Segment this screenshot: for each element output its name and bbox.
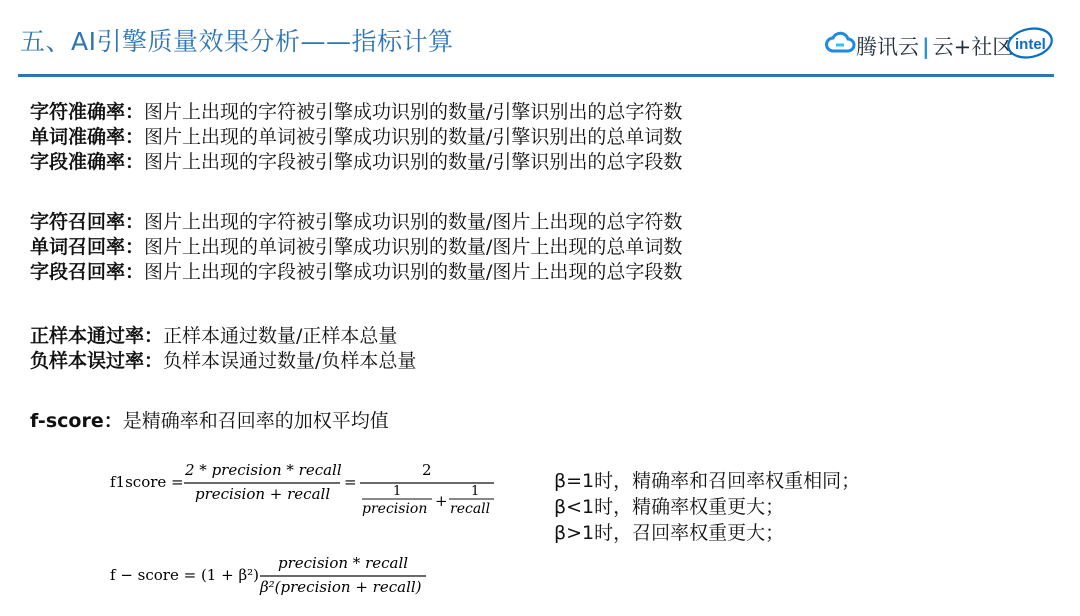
definition-term: 正样本通过率： — [30, 325, 164, 347]
beta-notes — [554, 468, 860, 546]
definition-term: 字符召回率： — [30, 211, 145, 233]
definition-text: 正样本通过数量/正样本总量 — [163, 325, 398, 347]
note-line: β<1时，精确率权重更大； — [554, 496, 785, 518]
tencent-cloud-logo — [856, 31, 1013, 61]
formula-f1-denominator: precision + recall — [195, 485, 331, 503]
definition-text: 图片上出现的单词被引擎成功识别的数量/图片上出现的总单词数 — [144, 236, 683, 258]
header-rule — [18, 74, 1054, 77]
definition-text: 是精确率和召回率的加权平均值 — [122, 410, 389, 432]
precision-definitions — [30, 100, 682, 175]
fscore-definition — [30, 409, 389, 434]
logo-community-text: 云+社区 — [932, 35, 1014, 59]
logo-separator: | — [922, 35, 930, 59]
logo-tencent-text: 腾讯云 — [856, 35, 919, 59]
definition-line — [30, 150, 682, 175]
definition-term: 单词准确率： — [30, 126, 145, 148]
formula-equals: = — [344, 473, 357, 491]
fscore-formula — [110, 550, 450, 600]
definition-text: 负样本误通过数量/负样本总量 — [163, 350, 417, 372]
f1score-formula — [110, 455, 510, 521]
definition-term: 字符准确率： — [30, 101, 145, 123]
tencent-cloud-logo-icon — [824, 31, 856, 53]
note-line: β>1时，召回率权重更大； — [554, 522, 785, 544]
formula-recall: recall — [450, 501, 491, 517]
definition-term: f-score： — [30, 410, 123, 432]
formula-f-lhs: f − score = (1 + β²) — [110, 566, 259, 584]
definition-text: 图片上出现的字符被引擎成功识别的数量/图片上出现的总字符数 — [144, 211, 683, 233]
formula-f-denominator: β²(precision + recall) — [260, 578, 422, 596]
definition-line — [30, 324, 416, 349]
slide-header — [0, 0, 1080, 80]
formula-plus: + — [435, 492, 448, 510]
recall-definitions — [30, 210, 682, 285]
intel-logo-text: intel — [1015, 36, 1046, 53]
formula-f-numerator: precision * recall — [278, 554, 409, 572]
definition-line — [30, 349, 416, 374]
definition-text: 图片上出现的字段被引擎成功识别的数量/图片上出现的总字段数 — [144, 261, 683, 283]
definition-line — [30, 125, 682, 150]
definition-term: 字段召回率： — [30, 261, 145, 283]
definition-term: 字段准确率： — [30, 151, 145, 173]
definition-line — [30, 260, 682, 285]
definition-text: 图片上出现的字符被引擎成功识别的数量/引擎识别出的总字符数 — [144, 101, 683, 123]
sample-definitions — [30, 324, 416, 374]
definition-term: 单词召回率： — [30, 236, 145, 258]
definition-line — [30, 235, 682, 260]
intel-logo-icon — [1006, 26, 1054, 60]
definition-line — [30, 100, 682, 125]
formula-one: 1 — [393, 484, 402, 499]
definition-text: 图片上出现的字段被引擎成功识别的数量/引擎识别出的总字段数 — [144, 151, 683, 173]
definition-text: 图片上出现的单词被引擎成功识别的数量/引擎识别出的总单词数 — [144, 126, 683, 148]
definition-term: 负样本误过率： — [30, 350, 164, 372]
formula-f1-numerator: 2 * precision * recall — [185, 461, 342, 479]
formula-precision: precision — [362, 501, 428, 517]
definition-line — [30, 210, 682, 235]
note-line: β=1时，精确率和召回率权重相同； — [554, 470, 861, 492]
formula-f1-lhs: f1score = — [110, 473, 184, 491]
formula-one: 1 — [471, 484, 480, 499]
page-title: 五、AI引擎质量效果分析——指标计算 — [20, 27, 454, 56]
formula-f1-numerator-2: 2 — [422, 461, 432, 479]
